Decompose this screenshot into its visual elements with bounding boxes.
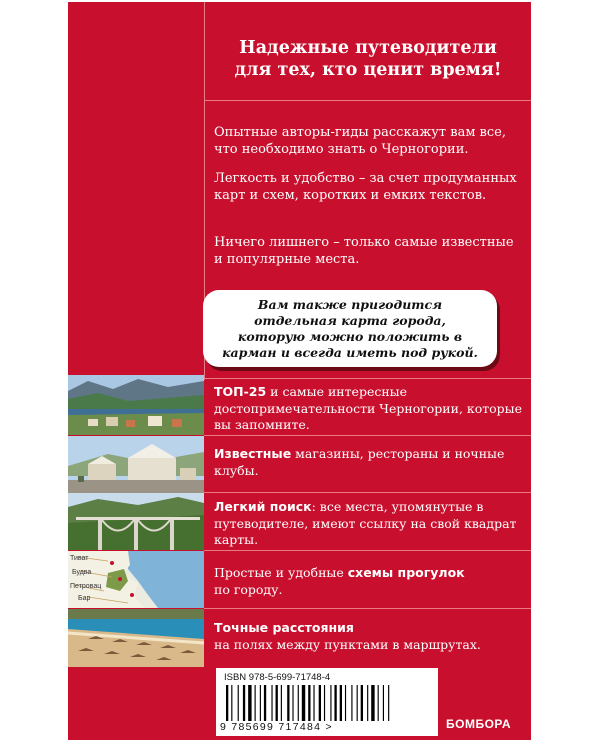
feature-top25 bbox=[214, 384, 524, 434]
feature-search-text: : все места, упомянутые в путеводителе, имеют ссылку на свой квадрат карты. bbox=[214, 499, 517, 547]
feature-known bbox=[214, 446, 524, 479]
intro-paragraph-2: Легкость и удобство – за счет продуманных карт и схем, коротких и емких текстов. bbox=[214, 171, 517, 203]
feature-known-text: магазины, рестораны и ночные клубы. bbox=[214, 446, 505, 478]
beach-photo bbox=[68, 609, 204, 667]
feature-known-bold: Известные bbox=[214, 446, 292, 461]
feature-distances bbox=[214, 620, 524, 653]
publisher-logo: БОМБОРА bbox=[446, 717, 512, 731]
feature-walks bbox=[214, 565, 524, 598]
map-label-4: Бар bbox=[78, 595, 91, 602]
intro-paragraph-3: Ничего лишнего – только самые известные и популярные места. bbox=[214, 235, 514, 267]
feature-rule-1 bbox=[204, 435, 531, 436]
feature-search-bold: Легкий поиск bbox=[214, 499, 312, 514]
bay-photo bbox=[68, 375, 204, 435]
feature-rule-3 bbox=[204, 550, 531, 551]
barcode-bars bbox=[222, 685, 432, 721]
headline-line-1: Надежные путеводители bbox=[239, 38, 497, 58]
feature-search bbox=[214, 499, 524, 549]
headline bbox=[208, 37, 528, 81]
map-label-3: Петровац bbox=[70, 583, 102, 590]
headline-rule bbox=[204, 100, 531, 101]
feature-top25-text: и самые интересные достопримечательности Черногории, которые вы запомните. bbox=[214, 384, 523, 432]
map-label-2: Будва bbox=[72, 569, 92, 576]
back-cover bbox=[68, 2, 531, 740]
feature-walks-text: по городу. bbox=[214, 581, 283, 597]
feature-walks-bold: схемы прогулок bbox=[347, 565, 465, 580]
isbn-text: ISBN 978-5-699-71748-4 bbox=[224, 672, 331, 683]
feature-rule-4 bbox=[204, 608, 531, 609]
intro-paragraph-1: Опытные авторы-гиды расскажут вам все, что необходимо знать о Черногории. bbox=[214, 125, 506, 157]
section-rule bbox=[204, 378, 531, 379]
feature-distances-text: на полях между пунктами в маршрутах. bbox=[214, 636, 481, 652]
callout-text: Вам также пригодится отдельная карта города, которую можно положить в карман и всегда иметь под рукой. bbox=[222, 296, 478, 360]
map-label-1: Тиват bbox=[70, 555, 89, 562]
map-image bbox=[68, 551, 204, 608]
buildings-photo bbox=[68, 436, 204, 493]
feature-top25-bold: ТОП-25 bbox=[214, 384, 267, 399]
headline-line-2: для тех, кто ценит время! bbox=[234, 60, 502, 80]
map-callout bbox=[203, 290, 497, 367]
barcode-panel bbox=[216, 668, 438, 736]
barcode-digits: 9 785699 717484 > bbox=[220, 721, 333, 733]
bridge-photo bbox=[68, 493, 204, 550]
feature-walks-pre: Простые и удобные bbox=[214, 565, 348, 580]
feature-distances-bold: Точные расстояния bbox=[214, 620, 354, 635]
feature-rule-2 bbox=[204, 492, 531, 493]
